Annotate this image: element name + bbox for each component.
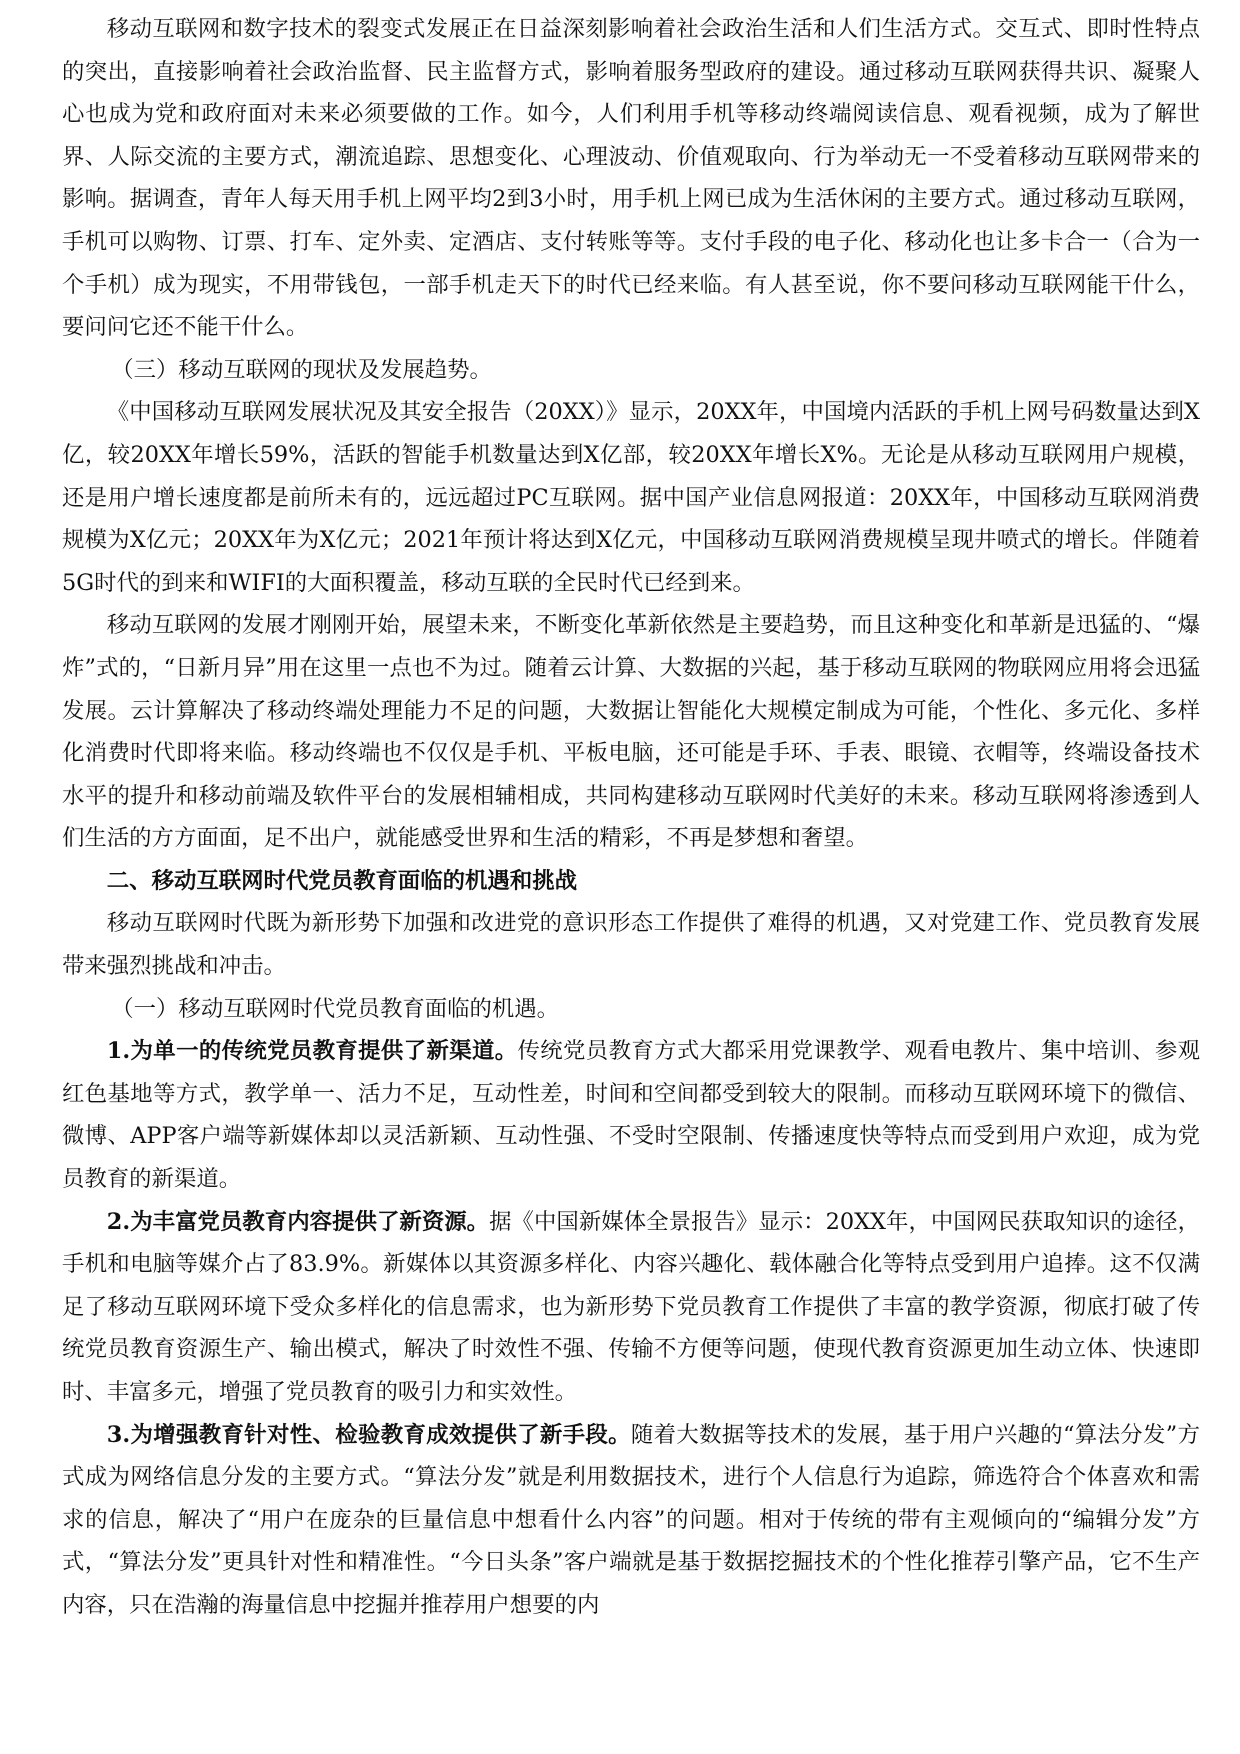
paragraph-report-statistics: 《中国移动互联网发展状况及其安全报告（20XX）》显示，20XX年，中国境内活跃的手机上网号码数量达到X亿，较20XX年增长59%，活跃的智能手机数量达到X亿部，较20XX年增长X%。无论是从移动互联网用户规模，还是用户增长速度都是前所未有的，远远超过PC互联网。据中国产业信息网报道：20XX年，中国移动互联网消费规模为X亿元；20XX年为X亿元；2021年预计将达到X亿元，中国移动互联网消费规模呈现井喷式的增长。伴随着5G时代的到来和WIFI的大面积覆盖，移动互联的全民时代已经到来。 [62, 399, 1200, 596]
section-heading-opportunities-challenges: 二、移动互联网时代党员教育面临的机遇和挑战 [106, 867, 577, 894]
list-item-body: 随着大数据等技术的发展，基于用户兴趣的“算法分发”方式成为网络信息分发的主要方式。“算法分发”就是利用数据技术，进行个人信息行为追踪，筛选符合个体喜欢和需求的信息，解决了“用户在庞杂的巨量信息中想看什么内容”的问题。相对于传统的带有主观倾向的“编辑分发”方式，“算法分发”更具针对性和精准性。“今日头条”客户端就是基于数据挖掘技术的个性化推荐引擎产品，它不生产内容，只在浩瀚的海量信息中挖掘并推荐用户想要的内 [62, 1421, 1200, 1618]
list-item-new-channel [62, 1030, 1200, 1200]
list-item-body: 据《中国新媒体全景报告》显示：20XX年，中国网民获取知识的途径，手机和电脑等媒介占了83.9%。新媒体以其资源多样化、内容兴趣化、载体融合化等特点受到用户追捧。这不仅满足了移动互联网环境下受众多样化的信息需求，也为新形势下党员教育工作提供了丰富的教学资源，彻底打破了传统党员教育资源生产、输出模式，解决了时效性不强、传输不方便等问题，使现代教育资源更加生动立体、快速即时、丰富多元，增强了党员教育的吸引力和实效性。 [62, 1208, 1201, 1405]
document-page [62, 8, 1200, 1627]
list-item-title: 1.为单一的传统党员教育提供了新渠道。 [106, 1038, 518, 1065]
list-item-body: 传统党员教育方式大都采用党课教学、观看电教片、集中培训、参观红色基地等方式，教学单一、活力不足，互动性差，时间和空间都受到较大的限制。而移动互联网环境下的微信、微博、APP客户端等新媒体却以灵活新颖、互动性强、不受时空限制、传播速度快等特点而受到用户欢迎，成为党员教育的新渠道。 [62, 1038, 1201, 1193]
list-item-title: 3.为增强教育针对性、检验教育成效提供了新手段。 [106, 1421, 631, 1448]
list-item-new-resources [62, 1201, 1200, 1414]
list-item-title: 2.为丰富党员教育内容提供了新资源。 [106, 1208, 490, 1235]
paragraph-mobile-internet-impact: 移动互联网和数字技术的裂变式发展正在日益深刻影响着社会政治生活和人们生活方式。交互式、即时性特点的突出，直接影响着社会政治监督、民主监督方式，影响着服务型政府的建设。通过移动互联网获得共识、凝聚人心也成为党和政府面对未来必须要做的工作。如今，人们利用手机等移动终端阅读信息、观看视频，成为了解世界、人际交流的主要方式，潮流追踪、思想变化、心理波动、价值观取向、行为举动无一不受着移动互联网带来的影响。据调查，青年人每天用手机上网平均2到3小时，用手机上网已成为生活休闲的主要方式。通过移动互联网，手机可以购物、订票、打车、定外卖、定酒店、支付转账等等。支付手段的电子化、移动化也让多卡合一（合为一个手机）成为现实，不用带钱包，一部手机走天下的时代已经来临。有人甚至说，你不要问移动互联网能干什么，要问问它还不能干什么。 [62, 16, 1200, 341]
paragraph-future-outlook: 移动互联网的发展才刚刚开始，展望未来，不断变化革新依然是主要趋势，而且这种变化和革新是迅猛的、“爆炸”式的，“日新月异”用在这里一点也不为过。随着云计算、大数据的兴起，基于移动互联网的物联网应用将会迅猛发展。云计算解决了移动终端处理能力不足的问题，大数据让智能化大规模定制成为可能，个性化、多元化、多样化消费时代即将来临。移动终端也不仅仅是手机、平板电脑，还可能是手环、手表、眼镜、衣帽等，终端设备技术水平的提升和移动前端及软件平台的发展相辅相成，共同构建移动互联网时代美好的未来。移动互联网将渗透到人们生活的方方面面，足不出户，就能感受世界和生活的精彩，不再是梦想和奢望。 [62, 612, 1200, 852]
list-item-new-means [62, 1414, 1200, 1627]
subheading-status-trends: （三）移动互联网的现状及发展趋势。 [111, 356, 492, 383]
paragraph-section-intro: 移动互联网时代既为新形势下加强和改进党的意识形态工作提供了难得的机遇，又对党建工作、党员教育发展带来强烈挑战和冲击。 [62, 910, 1200, 980]
subheading-opportunities: （一）移动互联网时代党员教育面临的机遇。 [111, 995, 560, 1022]
